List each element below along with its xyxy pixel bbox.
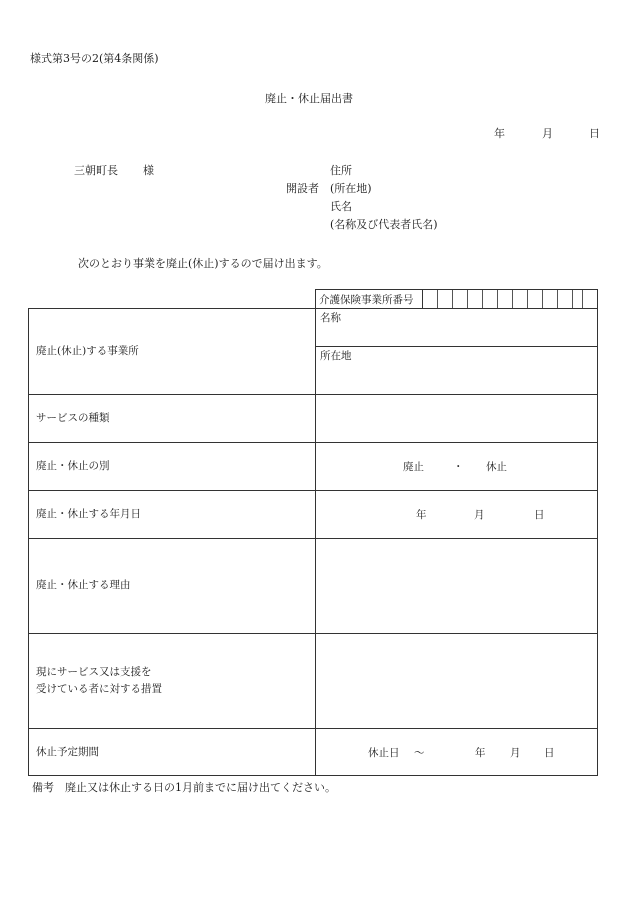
date-year-label: 年 [494, 127, 505, 140]
date-label: 廃止・休止する年月日 [36, 508, 141, 520]
service-type-field[interactable] [316, 395, 597, 441]
number-box[interactable] [582, 290, 597, 308]
period-start: 休止日 [368, 747, 400, 759]
date-day-label: 日 [589, 127, 600, 140]
period-year: 年 [475, 747, 486, 759]
table-line [28, 728, 598, 729]
table-line [422, 289, 423, 308]
addressee-honorific: 様 [143, 164, 154, 177]
date-day: 日 [534, 509, 545, 521]
founder-name-sub: (名称及び代表者氏名) [330, 218, 438, 231]
founder-address-label: 住所 [330, 164, 352, 177]
reason-label: 廃止・休止する理由 [36, 579, 131, 591]
measures-label-line2: 受けている者に対する措置 [36, 683, 162, 695]
number-box[interactable] [542, 290, 557, 308]
table-line [28, 775, 598, 776]
office-address-field[interactable] [316, 362, 597, 393]
table-line [28, 442, 598, 443]
number-box[interactable] [452, 290, 467, 308]
table-line [28, 490, 598, 491]
table-line [315, 346, 598, 347]
addressee-name: 三朝町長 [74, 164, 118, 177]
founder-label: 開設者 [286, 182, 319, 195]
table-line [597, 289, 598, 776]
category-abolish[interactable]: 廃止 [403, 461, 424, 473]
table-line [28, 308, 29, 776]
number-box[interactable] [482, 290, 497, 308]
date-year: 年 [416, 509, 427, 521]
period-month: 月 [510, 747, 521, 759]
office-address-label: 所在地 [320, 350, 352, 362]
office-name-field[interactable] [316, 320, 597, 345]
service-type-label: サービスの種類 [36, 412, 110, 424]
period-tilde: ～ [414, 747, 425, 759]
date-month: 月 [474, 509, 485, 521]
category-label: 廃止・休止の別 [36, 460, 110, 472]
category-suspend[interactable]: 休止 [486, 461, 507, 473]
founder-name-label: 氏名 [330, 200, 352, 213]
period-day: 日 [544, 747, 555, 759]
form-number: 様式第3号の2(第4条関係) [30, 52, 159, 65]
number-box[interactable] [497, 290, 512, 308]
intro-text: 次のとおり事業を廃止(休止)するので届け出ます。 [78, 257, 328, 270]
measures-field[interactable] [316, 634, 597, 727]
number-box[interactable] [512, 290, 527, 308]
office-number-label: 介護保険事業所番号 [319, 294, 414, 306]
category-separator: ・ [453, 461, 464, 473]
page-title: 廃止・休止届出書 [265, 92, 353, 105]
office-label: 廃止(休止)する事業所 [36, 345, 139, 357]
number-box[interactable] [527, 290, 542, 308]
table-line [28, 308, 598, 309]
date-month-label: 月 [542, 127, 553, 140]
number-box[interactable] [557, 290, 572, 308]
period-label: 休止予定期間 [36, 746, 99, 758]
number-box[interactable] [437, 290, 452, 308]
reason-field[interactable] [316, 539, 597, 633]
founder-address-sub: (所在地) [330, 182, 372, 195]
number-box[interactable] [467, 290, 482, 308]
measures-label-line1: 現にサービス又は支援を [36, 666, 152, 678]
remarks-note: 備考 廃止又は休止する日の1月前までに届け出てください。 [32, 781, 336, 794]
office-name-label: 名称 [320, 312, 341, 324]
